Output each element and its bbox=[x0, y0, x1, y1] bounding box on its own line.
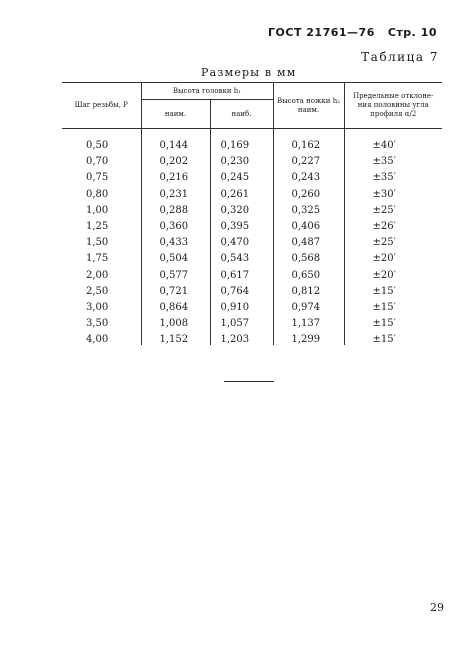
cell-leg-height: 0,406 bbox=[273, 216, 344, 232]
table-label: Таблица 7 bbox=[361, 50, 439, 64]
cell-pitch: 0,50 bbox=[86, 140, 109, 151]
header-head-height: Высота головки h₁ bbox=[141, 83, 273, 100]
cell-head-min: 0,360 bbox=[141, 216, 210, 232]
cell-head-min: 0,202 bbox=[141, 151, 210, 167]
cell-leg-height: 0,162 bbox=[273, 129, 344, 152]
table-row bbox=[62, 264, 442, 280]
table-row bbox=[62, 248, 442, 264]
cell-deviation: ±20′ bbox=[344, 248, 442, 264]
cell-head-min: 0,288 bbox=[141, 200, 210, 216]
table-row bbox=[62, 313, 442, 329]
cell-deviation: ±15′ bbox=[344, 297, 442, 313]
page-header bbox=[268, 26, 437, 39]
cell-head-min: 0,231 bbox=[141, 183, 210, 199]
cell-leg-height: 0,568 bbox=[273, 248, 344, 264]
cell-leg-height: 0,812 bbox=[273, 281, 344, 297]
cell-pitch: 1,00 bbox=[86, 204, 109, 216]
cell-leg-height: 0,243 bbox=[273, 167, 344, 183]
table-row bbox=[62, 232, 442, 248]
cell-head-min: 0,144 bbox=[141, 129, 210, 152]
cell-head-max: 0,245 bbox=[210, 167, 273, 183]
header-head-min: наим. bbox=[141, 100, 210, 129]
table-row bbox=[62, 183, 442, 199]
cell-deviation: ±15′ bbox=[344, 329, 442, 345]
header-pitch: Шаг резьбы, P bbox=[62, 83, 141, 129]
cell-leg-height: 1,137 bbox=[273, 313, 344, 329]
cell-head-min: 0,216 bbox=[141, 167, 210, 183]
cell-head-min: 0,433 bbox=[141, 232, 210, 248]
cell-head-max: 0,261 bbox=[210, 183, 273, 199]
cell-pitch: 4,00 bbox=[86, 334, 109, 346]
cell-pitch: 2,00 bbox=[86, 269, 109, 281]
cell-pitch: 1,50 bbox=[86, 237, 109, 249]
cell-pitch: 2,50 bbox=[86, 285, 109, 297]
cell-head-min: 0,721 bbox=[141, 281, 210, 297]
cell-pitch: 0,80 bbox=[86, 188, 109, 200]
cell-leg-height: 0,227 bbox=[273, 151, 344, 167]
cell-leg-height: 0,487 bbox=[273, 232, 344, 248]
header-head-max: наиб. bbox=[210, 100, 273, 129]
page-label: Стр. 10 bbox=[387, 26, 437, 39]
cell-leg-height: 0,260 bbox=[273, 183, 344, 199]
table-row bbox=[62, 297, 442, 313]
cell-deviation: ±25′ bbox=[344, 200, 442, 216]
cell-pitch: 0,70 bbox=[86, 156, 109, 168]
table-row bbox=[62, 167, 442, 183]
header-leg-height: Высота ножки h₂ наим. bbox=[273, 83, 344, 129]
cell-deviation: ±26′ bbox=[344, 216, 442, 232]
cell-head-min: 1,008 bbox=[141, 313, 210, 329]
standard-number: ГОСТ 21761—76 bbox=[268, 26, 375, 39]
cell-pitch: 1,25 bbox=[86, 220, 109, 232]
cell-pitch: 3,50 bbox=[86, 318, 109, 330]
cell-deviation: ±25′ bbox=[344, 232, 442, 248]
cell-head-max: 0,764 bbox=[210, 281, 273, 297]
cell-deviation: ±20′ bbox=[344, 264, 442, 280]
end-rule bbox=[224, 381, 274, 382]
table-row bbox=[62, 129, 442, 152]
cell-deviation: ±40′ bbox=[344, 129, 442, 152]
header-deviation: Предельные отклоне-ния половины угла профиля α/2 bbox=[344, 83, 442, 129]
cell-leg-height: 1,299 bbox=[273, 329, 344, 345]
cell-head-max: 1,057 bbox=[210, 313, 273, 329]
cell-head-max: 0,470 bbox=[210, 232, 273, 248]
cell-leg-height: 0,974 bbox=[273, 297, 344, 313]
table-row bbox=[62, 151, 442, 167]
cell-deviation: ±35′ bbox=[344, 151, 442, 167]
cell-leg-height: 0,325 bbox=[273, 200, 344, 216]
cell-head-min: 0,504 bbox=[141, 248, 210, 264]
page-number: 29 bbox=[430, 601, 444, 614]
table-row bbox=[62, 329, 442, 345]
cell-head-max: 0,395 bbox=[210, 216, 273, 232]
cell-head-max: 0,543 bbox=[210, 248, 273, 264]
cell-head-min: 0,577 bbox=[141, 264, 210, 280]
cell-head-max: 0,230 bbox=[210, 151, 273, 167]
cell-head-max: 0,320 bbox=[210, 200, 273, 216]
cell-deviation: ±15′ bbox=[344, 281, 442, 297]
cell-pitch: 1,75 bbox=[86, 253, 109, 265]
cell-deviation: ±15′ bbox=[344, 313, 442, 329]
cell-leg-height: 0,650 bbox=[273, 264, 344, 280]
cell-head-max: 0,169 bbox=[210, 129, 273, 152]
table-row bbox=[62, 281, 442, 297]
cell-head-max: 1,203 bbox=[210, 329, 273, 345]
table-row bbox=[62, 200, 442, 216]
data-table bbox=[62, 82, 442, 345]
cell-deviation: ±30′ bbox=[344, 183, 442, 199]
cell-head-max: 0,617 bbox=[210, 264, 273, 280]
sizes-caption: Размеры в мм bbox=[201, 66, 297, 79]
cell-head-min: 1,152 bbox=[141, 329, 210, 345]
cell-head-max: 0,910 bbox=[210, 297, 273, 313]
cell-deviation: ±35′ bbox=[344, 167, 442, 183]
cell-pitch: 3,00 bbox=[86, 301, 109, 313]
table-body bbox=[62, 129, 442, 346]
table-row bbox=[62, 216, 442, 232]
cell-pitch: 0,75 bbox=[86, 172, 109, 184]
cell-head-min: 0,864 bbox=[141, 297, 210, 313]
